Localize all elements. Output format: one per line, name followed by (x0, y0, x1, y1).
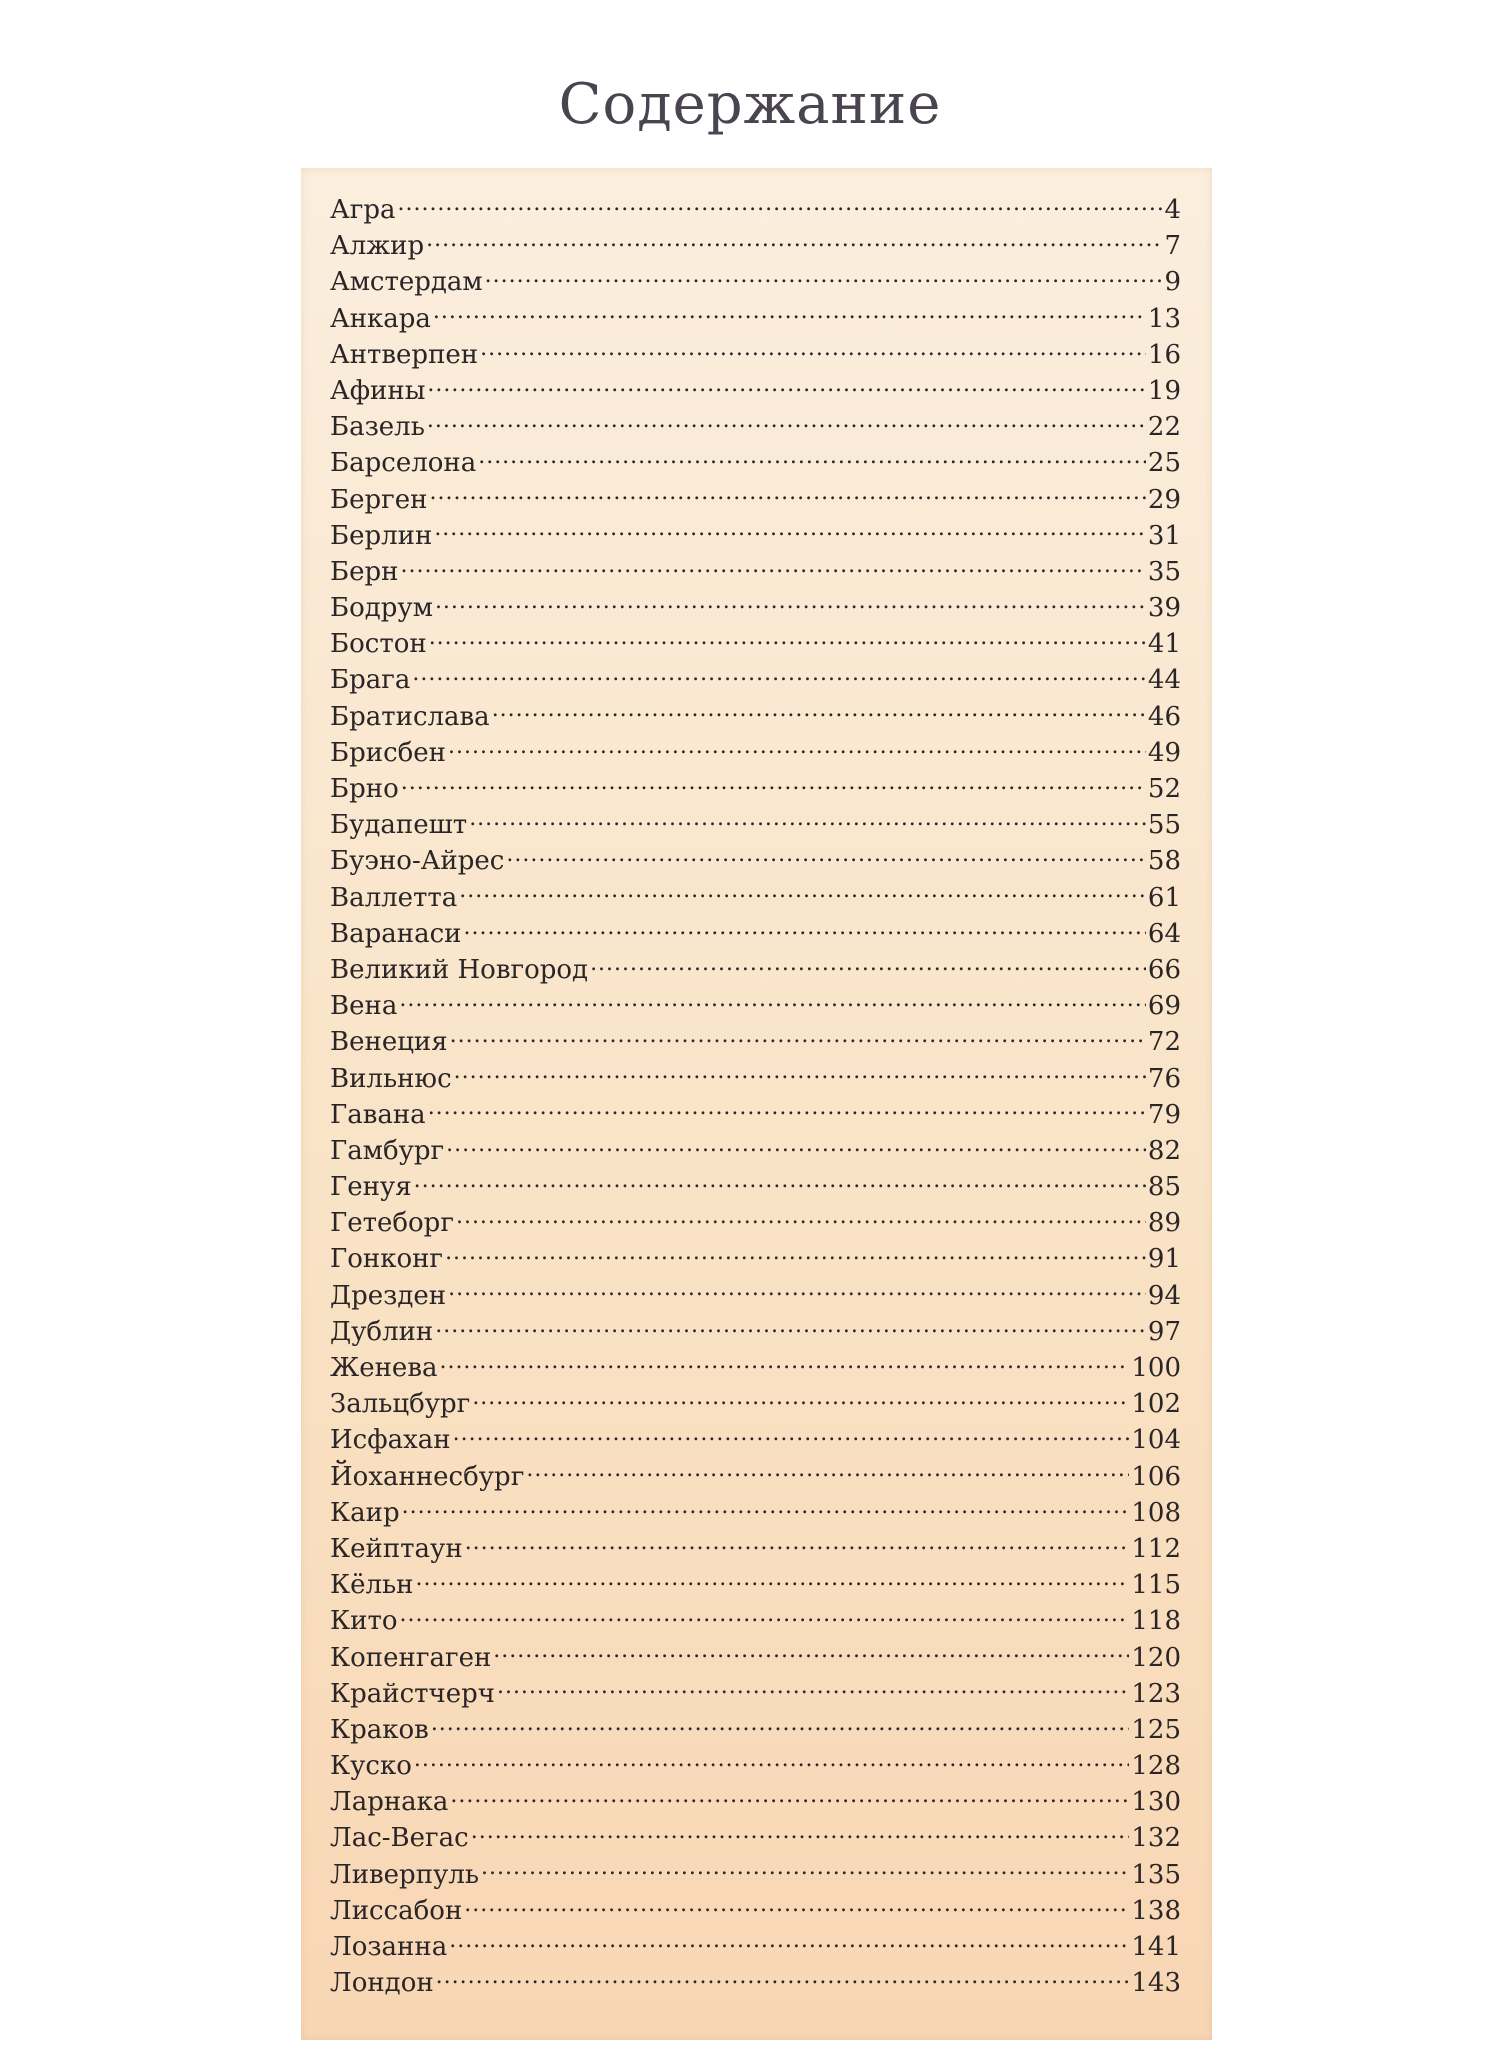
toc-dot-leader (590, 952, 1146, 978)
toc-entry[interactable] (330, 1748, 1181, 1784)
toc-dot-leader (448, 735, 1146, 761)
toc-entry-title: Берн (330, 556, 399, 587)
toc-entry-title: Ларнака (330, 1787, 449, 1818)
toc-entry[interactable] (330, 1603, 1181, 1639)
toc-dot-leader (492, 699, 1146, 725)
toc-entry-page-number: 120 (1131, 1642, 1181, 1673)
toc-entry-page-number: 4 (1164, 195, 1181, 225)
toc-dot-leader (493, 1640, 1129, 1666)
toc-entry[interactable] (330, 1350, 1181, 1386)
toc-entry-page-number: 58 (1147, 846, 1181, 877)
toc-entry-page-number: 44 (1147, 665, 1181, 696)
toc-entry-title: Буэно-Айрес (330, 846, 505, 877)
toc-entry[interactable] (330, 1422, 1181, 1458)
toc-dot-leader (445, 1241, 1146, 1267)
toc-entry-page-number: 102 (1131, 1389, 1181, 1420)
toc-entry-page-number: 22 (1147, 412, 1181, 443)
toc-entry[interactable] (330, 337, 1181, 373)
toc-dot-leader (427, 409, 1146, 435)
toc-entry-title: Афины (330, 375, 426, 406)
toc-dot-leader (453, 1422, 1130, 1448)
toc-dot-leader (497, 1676, 1129, 1702)
toc-entry-page-number: 66 (1147, 954, 1181, 985)
toc-entry-page-number: 112 (1131, 1533, 1181, 1564)
toc-entry-title: Берген (330, 484, 428, 515)
toc-entry[interactable] (330, 1278, 1181, 1314)
toc-entry[interactable] (330, 228, 1181, 264)
toc-entry[interactable] (330, 1241, 1181, 1277)
toc-entry-title: Брага (330, 665, 411, 696)
toc-entry[interactable] (330, 482, 1181, 518)
toc-entry[interactable] (330, 916, 1181, 952)
toc-dot-leader (465, 1531, 1130, 1557)
toc-entry-title: Краков (330, 1714, 429, 1745)
toc-entry-title: Кито (330, 1606, 398, 1637)
toc-entry-title: Базель (330, 412, 425, 443)
toc-dot-leader (433, 301, 1146, 327)
toc-entry[interactable] (330, 1061, 1181, 1097)
toc-dot-leader (431, 1712, 1130, 1738)
toc-entry-page-number: 143 (1131, 1968, 1181, 1999)
toc-entry-title: Лиссабон (330, 1895, 463, 1926)
toc-entry-title: Валлетта (330, 882, 458, 913)
toc-entry[interactable] (330, 735, 1181, 771)
toc-entry-title: Анкара (330, 303, 431, 334)
toc-entry-title: Берлин (330, 520, 433, 551)
toc-entry-page-number: 29 (1147, 484, 1181, 515)
toc-entry-page-number: 61 (1147, 882, 1181, 913)
toc-dot-leader (448, 1278, 1146, 1304)
toc-entry[interactable] (330, 1314, 1181, 1350)
toc-entry-title: Ливерпуль (330, 1859, 479, 1890)
toc-entry-page-number: 64 (1147, 918, 1181, 949)
toc-entry-page-number: 130 (1131, 1787, 1181, 1818)
toc-entry-title: Зальцбург (330, 1389, 471, 1420)
toc-entry-page-number: 115 (1131, 1570, 1181, 1601)
toc-entry[interactable] (330, 1133, 1181, 1169)
toc-entry-page-number: 41 (1147, 629, 1181, 660)
toc-entry-page-number: 16 (1147, 339, 1181, 370)
toc-entry-page-number: 19 (1147, 375, 1181, 406)
toc-dot-leader (454, 1061, 1146, 1087)
toc-entry[interactable] (330, 554, 1181, 590)
toc-entry[interactable] (330, 988, 1181, 1024)
toc-entry-page-number: 106 (1131, 1461, 1181, 1492)
toc-entry[interactable] (330, 1640, 1181, 1676)
toc-entry[interactable] (330, 373, 1181, 409)
toc-entry[interactable] (330, 1965, 1181, 2001)
toc-dot-leader (436, 1965, 1130, 1991)
toc-entry-title: Венеция (330, 1027, 448, 1058)
toc-entry-title: Гамбург (330, 1135, 445, 1166)
toc-entry-title: Вена (330, 991, 398, 1022)
toc-entry-page-number: 79 (1147, 1099, 1181, 1130)
toc-entry-title: Брно (330, 774, 399, 804)
toc-entry-page-number: 104 (1131, 1425, 1181, 1456)
toc-dot-leader (402, 1495, 1130, 1521)
toc-entry[interactable] (330, 1893, 1181, 1929)
toc-entry[interactable] (330, 1205, 1181, 1241)
toc-entry-page-number: 132 (1131, 1823, 1181, 1854)
toc-entry[interactable] (330, 626, 1181, 662)
toc-entry-title: Дублин (330, 1316, 434, 1347)
toc-dot-leader (428, 1097, 1146, 1123)
toc-entry[interactable] (330, 301, 1181, 337)
toc-entry-page-number: 89 (1147, 1208, 1181, 1239)
page-title: Содержание (558, 72, 942, 137)
toc-dot-leader (456, 1205, 1146, 1231)
toc-entry-title: Куско (330, 1751, 412, 1782)
toc-entry-page-number: 91 (1147, 1244, 1181, 1275)
toc-entry-title: Вильнюс (330, 1063, 452, 1094)
toc-dot-leader (427, 373, 1146, 399)
toc-entry-title: Женева (330, 1353, 438, 1383)
toc-dot-leader (399, 988, 1146, 1014)
toc-entry[interactable] (330, 952, 1181, 988)
toc-dot-leader (464, 1893, 1129, 1919)
toc-entry-title: Кейптаун (330, 1533, 463, 1564)
toc-entry-title: Кёльн (330, 1570, 414, 1601)
toc-entry-title: Гавана (330, 1099, 426, 1130)
toc-entry-title: Генуя (330, 1172, 412, 1203)
toc-entry-page-number: 128 (1131, 1751, 1181, 1782)
table-of-contents-panel (301, 168, 1212, 2040)
toc-entry[interactable] (330, 1495, 1181, 1531)
toc-entry-page-number: 39 (1147, 593, 1181, 624)
toc-entry[interactable] (330, 771, 1181, 807)
toc-entry-page-number: 82 (1147, 1135, 1181, 1166)
toc-dot-leader (472, 1386, 1129, 1412)
toc-entry-title: Брисбен (330, 737, 447, 768)
toc-entry[interactable] (330, 1820, 1181, 1856)
toc-entry[interactable] (330, 1169, 1181, 1205)
toc-entry-page-number: 49 (1147, 737, 1181, 768)
toc-entry-page-number: 118 (1131, 1606, 1181, 1637)
toc-entry[interactable] (330, 518, 1181, 554)
toc-entry-title: Великий Новгород (330, 954, 589, 985)
toc-dot-leader (471, 1820, 1130, 1846)
toc-entry-title: Йоханнесбург (330, 1461, 525, 1492)
toc-entry-page-number: 13 (1147, 303, 1181, 334)
toc-entry[interactable] (330, 1676, 1181, 1712)
toc-entry-title: Бодрум (330, 593, 433, 624)
toc-dot-leader (426, 228, 1162, 254)
toc-entry-title: Варанаси (330, 918, 462, 949)
toc-dot-leader (400, 1603, 1130, 1629)
toc-dot-leader (506, 843, 1146, 869)
toc-entry[interactable] (330, 1024, 1181, 1060)
toc-entry-page-number: 7 (1164, 231, 1181, 262)
toc-dot-leader (450, 1024, 1146, 1050)
toc-entry[interactable] (330, 1784, 1181, 1820)
toc-entry[interactable] (330, 192, 1181, 228)
toc-dot-leader (478, 445, 1146, 471)
toc-entry-title: Лозанна (330, 1932, 448, 1962)
toc-entry-page-number: 46 (1147, 701, 1181, 732)
toc-dot-leader (446, 1133, 1146, 1159)
toc-entry-page-number: 108 (1131, 1497, 1181, 1528)
toc-dot-leader (469, 807, 1146, 833)
toc-entry-page-number: 9 (1164, 267, 1181, 298)
toc-entry[interactable] (330, 1929, 1181, 1965)
toc-entry-page-number: 141 (1131, 1932, 1181, 1962)
toc-entry-title: Агра (330, 195, 396, 225)
toc-entry[interactable] (330, 1097, 1181, 1133)
toc-dot-leader (401, 771, 1146, 797)
toc-entry-title: Гонконг (330, 1244, 444, 1275)
toc-dot-leader (412, 662, 1146, 688)
toc-dot-leader (414, 1169, 1146, 1195)
toc-entry[interactable] (330, 445, 1181, 481)
toc-entry-title: Бостон (330, 629, 427, 660)
toc-entry-title: Лас-Вегас (330, 1823, 469, 1854)
toc-entry-page-number: 76 (1147, 1063, 1181, 1094)
toc-entry-title: Гетеборг (330, 1208, 454, 1239)
toc-entry-title: Алжир (330, 231, 425, 262)
toc-entry[interactable] (330, 1567, 1181, 1603)
toc-entry-title: Крайстчерч (330, 1678, 495, 1709)
toc-entry[interactable] (330, 590, 1181, 626)
toc-entry[interactable] (330, 699, 1181, 735)
toc-entry-page-number: 94 (1147, 1280, 1181, 1311)
toc-entry-title: Копенгаген (330, 1642, 492, 1673)
toc-entry-page-number: 100 (1131, 1353, 1181, 1383)
toc-entry-page-number: 52 (1147, 774, 1181, 804)
toc-dot-leader (463, 916, 1145, 942)
toc-dot-leader (459, 880, 1146, 906)
toc-entry[interactable] (330, 1857, 1181, 1893)
toc-entry-page-number: 55 (1147, 810, 1181, 841)
toc-dot-leader (429, 482, 1145, 508)
toc-dot-leader (481, 1857, 1129, 1883)
toc-entry-page-number: 85 (1147, 1172, 1181, 1203)
toc-entry[interactable] (330, 880, 1181, 916)
toc-entry[interactable] (330, 1531, 1181, 1567)
toc-entry-page-number: 25 (1147, 448, 1181, 479)
toc-entry[interactable] (330, 1459, 1181, 1495)
toc-entry-title: Будапешт (330, 810, 468, 841)
toc-dot-leader (416, 1567, 1130, 1593)
toc-dot-leader (397, 192, 1162, 218)
toc-dot-leader (526, 1459, 1129, 1485)
toc-entry-page-number: 35 (1147, 556, 1181, 587)
toc-entry-page-number: 72 (1147, 1027, 1181, 1058)
toc-entry-title: Лондон (330, 1968, 434, 1999)
toc-entry[interactable] (330, 1386, 1181, 1422)
toc-entry-page-number: 97 (1147, 1316, 1181, 1347)
toc-entry-title: Антверпен (330, 339, 479, 370)
toc-dot-leader (400, 554, 1145, 580)
table-of-contents-list (330, 192, 1181, 2001)
toc-entry[interactable] (330, 409, 1181, 445)
toc-entry[interactable] (330, 807, 1181, 843)
toc-entry-page-number: 135 (1131, 1859, 1181, 1890)
toc-entry-title: Каир (330, 1497, 400, 1528)
toc-entry[interactable] (330, 662, 1181, 698)
toc-dot-leader (449, 1929, 1129, 1955)
toc-dot-leader (439, 1350, 1129, 1376)
toc-entry[interactable] (330, 1712, 1181, 1748)
toc-entry-page-number: 31 (1147, 520, 1181, 551)
toc-entry-title: Барселона (330, 448, 477, 479)
toc-entry-title: Амстердам (330, 267, 483, 298)
toc-dot-leader (485, 264, 1163, 290)
toc-entry-title: Дрезден (330, 1280, 447, 1311)
toc-entry[interactable] (330, 843, 1181, 879)
toc-entry-title: Братислава (330, 701, 490, 732)
toc-dot-leader (429, 626, 1146, 652)
toc-entry-page-number: 69 (1147, 991, 1181, 1022)
toc-entry-title: Исфахан (330, 1425, 451, 1456)
toc-entry-page-number: 123 (1131, 1678, 1181, 1709)
toc-entry[interactable] (330, 264, 1181, 300)
toc-dot-leader (434, 518, 1146, 544)
toc-dot-leader (450, 1784, 1129, 1810)
toc-entry-page-number: 125 (1131, 1714, 1181, 1745)
toc-dot-leader (435, 590, 1146, 616)
toc-dot-leader (480, 337, 1146, 363)
toc-entry-page-number: 138 (1131, 1895, 1181, 1926)
toc-dot-leader (435, 1314, 1146, 1340)
toc-dot-leader (414, 1748, 1129, 1774)
